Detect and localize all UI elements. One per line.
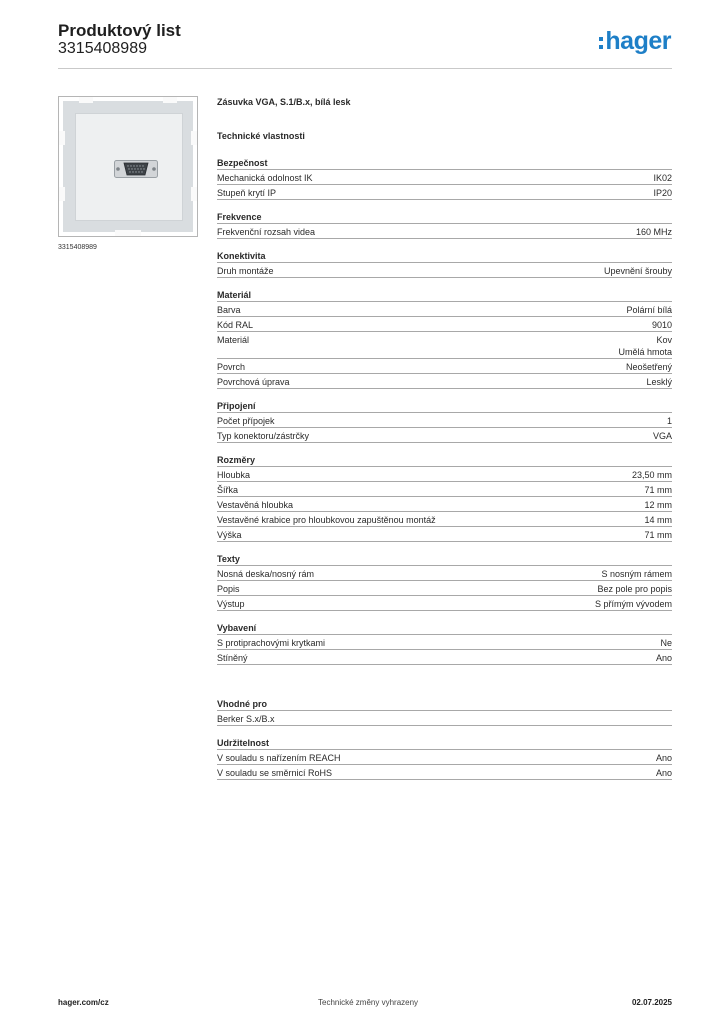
spec-row-value: [646, 376, 672, 388]
spec-row-value-line: IP20: [653, 188, 672, 198]
vga-socket-icon: [114, 160, 158, 178]
spec-row-label: Kód RAL: [217, 320, 254, 330]
spec-row-label: Vestavěná hloubka: [217, 500, 294, 510]
spec-row: [217, 764, 672, 780]
spec-row-value: [656, 767, 672, 779]
spec-row: [217, 565, 672, 580]
spec-row-label: Typ konektoru/zástrčky: [217, 431, 310, 441]
spec-row: [217, 649, 672, 665]
spec-row-value: [636, 226, 672, 238]
hager-logo[interactable]: [599, 27, 671, 55]
spec-group-title: Udržitelnost: [217, 738, 270, 748]
spec-groups: [217, 157, 672, 780]
spec-row: [217, 373, 672, 389]
image-caption: 3315408989: [58, 244, 97, 251]
footer-note: Technické změny vyhrazeny: [318, 998, 419, 1007]
spec-row: [217, 427, 672, 443]
spec-row: [217, 301, 672, 316]
spec-row-label: Počet přípojek: [217, 416, 275, 426]
spec-group-title: Materiál: [217, 290, 252, 300]
spec-row-value: [656, 752, 672, 764]
spec-group: [217, 289, 672, 389]
spec-row-value-line: S přímým vývodem: [594, 599, 672, 609]
spec-group-title: Vybavení: [217, 623, 257, 633]
spec-row-value-line: Polární bílá: [626, 305, 672, 315]
spec-row-value: [660, 637, 672, 649]
product-name: Zásuvka VGA, S.1/B.x, bílá lesk: [217, 97, 351, 107]
spec-row: [217, 331, 672, 358]
document-product-number: 3315408989: [58, 40, 147, 57]
spec-row-value: [626, 304, 672, 316]
spec-row-value-line: 71 mm: [644, 530, 672, 540]
spec-group: [217, 400, 672, 443]
spec-row-value-line: 9010: [651, 320, 672, 330]
spec-row: [217, 358, 672, 373]
spec-row-value-line: 1: [666, 416, 672, 426]
spec-row: [217, 412, 672, 427]
spec-group: [217, 553, 672, 611]
spec-row-label: Povrchová úprava: [217, 377, 290, 387]
spec-group-title: Konektivita: [217, 251, 266, 261]
spec-row-value-line: Bez pole pro popis: [597, 584, 672, 594]
spec-row: [217, 710, 672, 726]
spec-row-value-line: Neošetřený: [625, 362, 672, 372]
spec-row-value-line: Ano: [655, 753, 672, 763]
spec-row-label: Materiál: [217, 335, 250, 345]
spec-group-title: Frekvence: [217, 212, 262, 222]
frame-plate: [63, 101, 193, 232]
spec-row-value: [618, 334, 672, 358]
spec-row-value: [595, 598, 672, 610]
spec-row: [217, 526, 672, 542]
spec-row: [217, 496, 672, 511]
spec-group-title: Vhodné pro: [217, 699, 267, 709]
spec-row-label: Mechanická odolnost IK: [217, 173, 313, 183]
spec-row-value: [601, 568, 672, 580]
spec-row-value-line: Lesklý: [646, 377, 672, 387]
spec-row-label: Výška: [217, 530, 242, 540]
spec-row-value: [653, 430, 672, 442]
spec-row-label: Nosná deska/nosný rám: [217, 569, 315, 579]
spec-row-value-line: Ano: [655, 768, 672, 778]
spec-row-value-line: IK02: [653, 173, 672, 183]
spec-row-value-line: Ano: [655, 653, 672, 663]
spec-row-label: Berker S.x/B.x: [217, 714, 275, 724]
spec-group: [217, 157, 672, 200]
spec-row-value: [644, 484, 672, 496]
spec-row-label: Popis: [217, 584, 240, 594]
spec-row: [217, 466, 672, 481]
specification-panel: [217, 96, 672, 780]
product-image: [58, 96, 198, 237]
spec-row-label: Hloubka: [217, 470, 251, 480]
spec-row-value-line: VGA: [652, 431, 672, 441]
spec-row-value: [632, 469, 672, 481]
spec-group: [217, 211, 672, 239]
section-title: Technické vlastnosti: [217, 131, 305, 141]
spec-row-value: [653, 187, 672, 199]
spec-row: [217, 262, 672, 278]
spec-row: [217, 749, 672, 764]
spec-row-value-line: Kov: [656, 335, 672, 345]
footer-website-link[interactable]: hager.com/cz: [58, 998, 109, 1007]
spec-group: [217, 250, 672, 278]
spec-group-title: Texty: [217, 554, 240, 564]
spec-row-value-line: Umělá hmota: [618, 347, 672, 357]
spec-row-value: [604, 265, 672, 277]
spec-row-value-line: 160 MHz: [635, 227, 672, 237]
spec-row-value: [652, 319, 672, 331]
spec-row-value: [656, 652, 672, 664]
spec-row-label: Výstup: [217, 599, 245, 609]
spec-row-value: [644, 499, 672, 511]
spec-group: [217, 454, 672, 542]
spec-group-title: Rozměry: [217, 455, 256, 465]
spec-row: [217, 184, 672, 200]
cover-plate: [76, 114, 182, 220]
spec-row-label: V souladu s nařízením REACH: [217, 753, 341, 763]
spec-row-value-line: 23,50 mm: [631, 470, 672, 480]
spec-group: [217, 737, 672, 780]
spec-row-label: Šířka: [217, 485, 239, 495]
spec-row-label: Barva: [217, 305, 241, 315]
spec-row-value-line: 14 mm: [644, 515, 672, 525]
spec-row-label: Druh montáže: [217, 266, 274, 276]
spec-row-label: S protiprachovými krytkami: [217, 638, 326, 648]
spec-row-value-line: S nosným rámem: [601, 569, 672, 579]
spec-row-label: Stíněný: [217, 653, 248, 663]
spec-group-title: Připojení: [217, 401, 256, 411]
document-title: Produktový list: [58, 21, 181, 40]
header-divider: [58, 68, 672, 69]
spec-row-label: V souladu se směrnicí RoHS: [217, 768, 333, 778]
footer-date: 02.07.2025: [631, 998, 672, 1007]
logo-text: hager: [605, 27, 671, 55]
spec-row-value: [653, 172, 672, 184]
spec-group-title: Bezpečnost: [217, 158, 268, 168]
spec-group: [217, 698, 672, 726]
spec-row: [217, 634, 672, 649]
spec-row: [217, 511, 672, 526]
spec-row: [217, 481, 672, 496]
spec-row-label: Vestavěné krabice pro hloubkovou zapuštěnou montáž: [217, 515, 436, 525]
spec-row-value: [644, 529, 672, 541]
spec-row-value: [626, 361, 672, 373]
spec-row: [217, 316, 672, 331]
spec-row-label: Povrch: [217, 362, 246, 372]
spec-row: [217, 223, 672, 239]
spec-row-value: [597, 583, 672, 595]
spec-row-value-line: Upevnění šrouby: [603, 266, 672, 276]
spec-row-value-line: 71 mm: [644, 485, 672, 495]
spec-row: [217, 595, 672, 611]
spec-row-label: Stupeň krytí IP: [217, 188, 277, 198]
spec-row-label: Frekvenční rozsah videa: [217, 227, 316, 237]
spec-group: [217, 622, 672, 665]
spec-row-value-line: 12 mm: [644, 500, 672, 510]
logo-colon-icon: [599, 37, 603, 49]
spec-row-value-line: Ne: [660, 638, 672, 648]
spec-row-value: [644, 514, 672, 526]
spec-row-value: [667, 415, 672, 427]
spec-row: [217, 580, 672, 595]
spec-row: [217, 169, 672, 184]
